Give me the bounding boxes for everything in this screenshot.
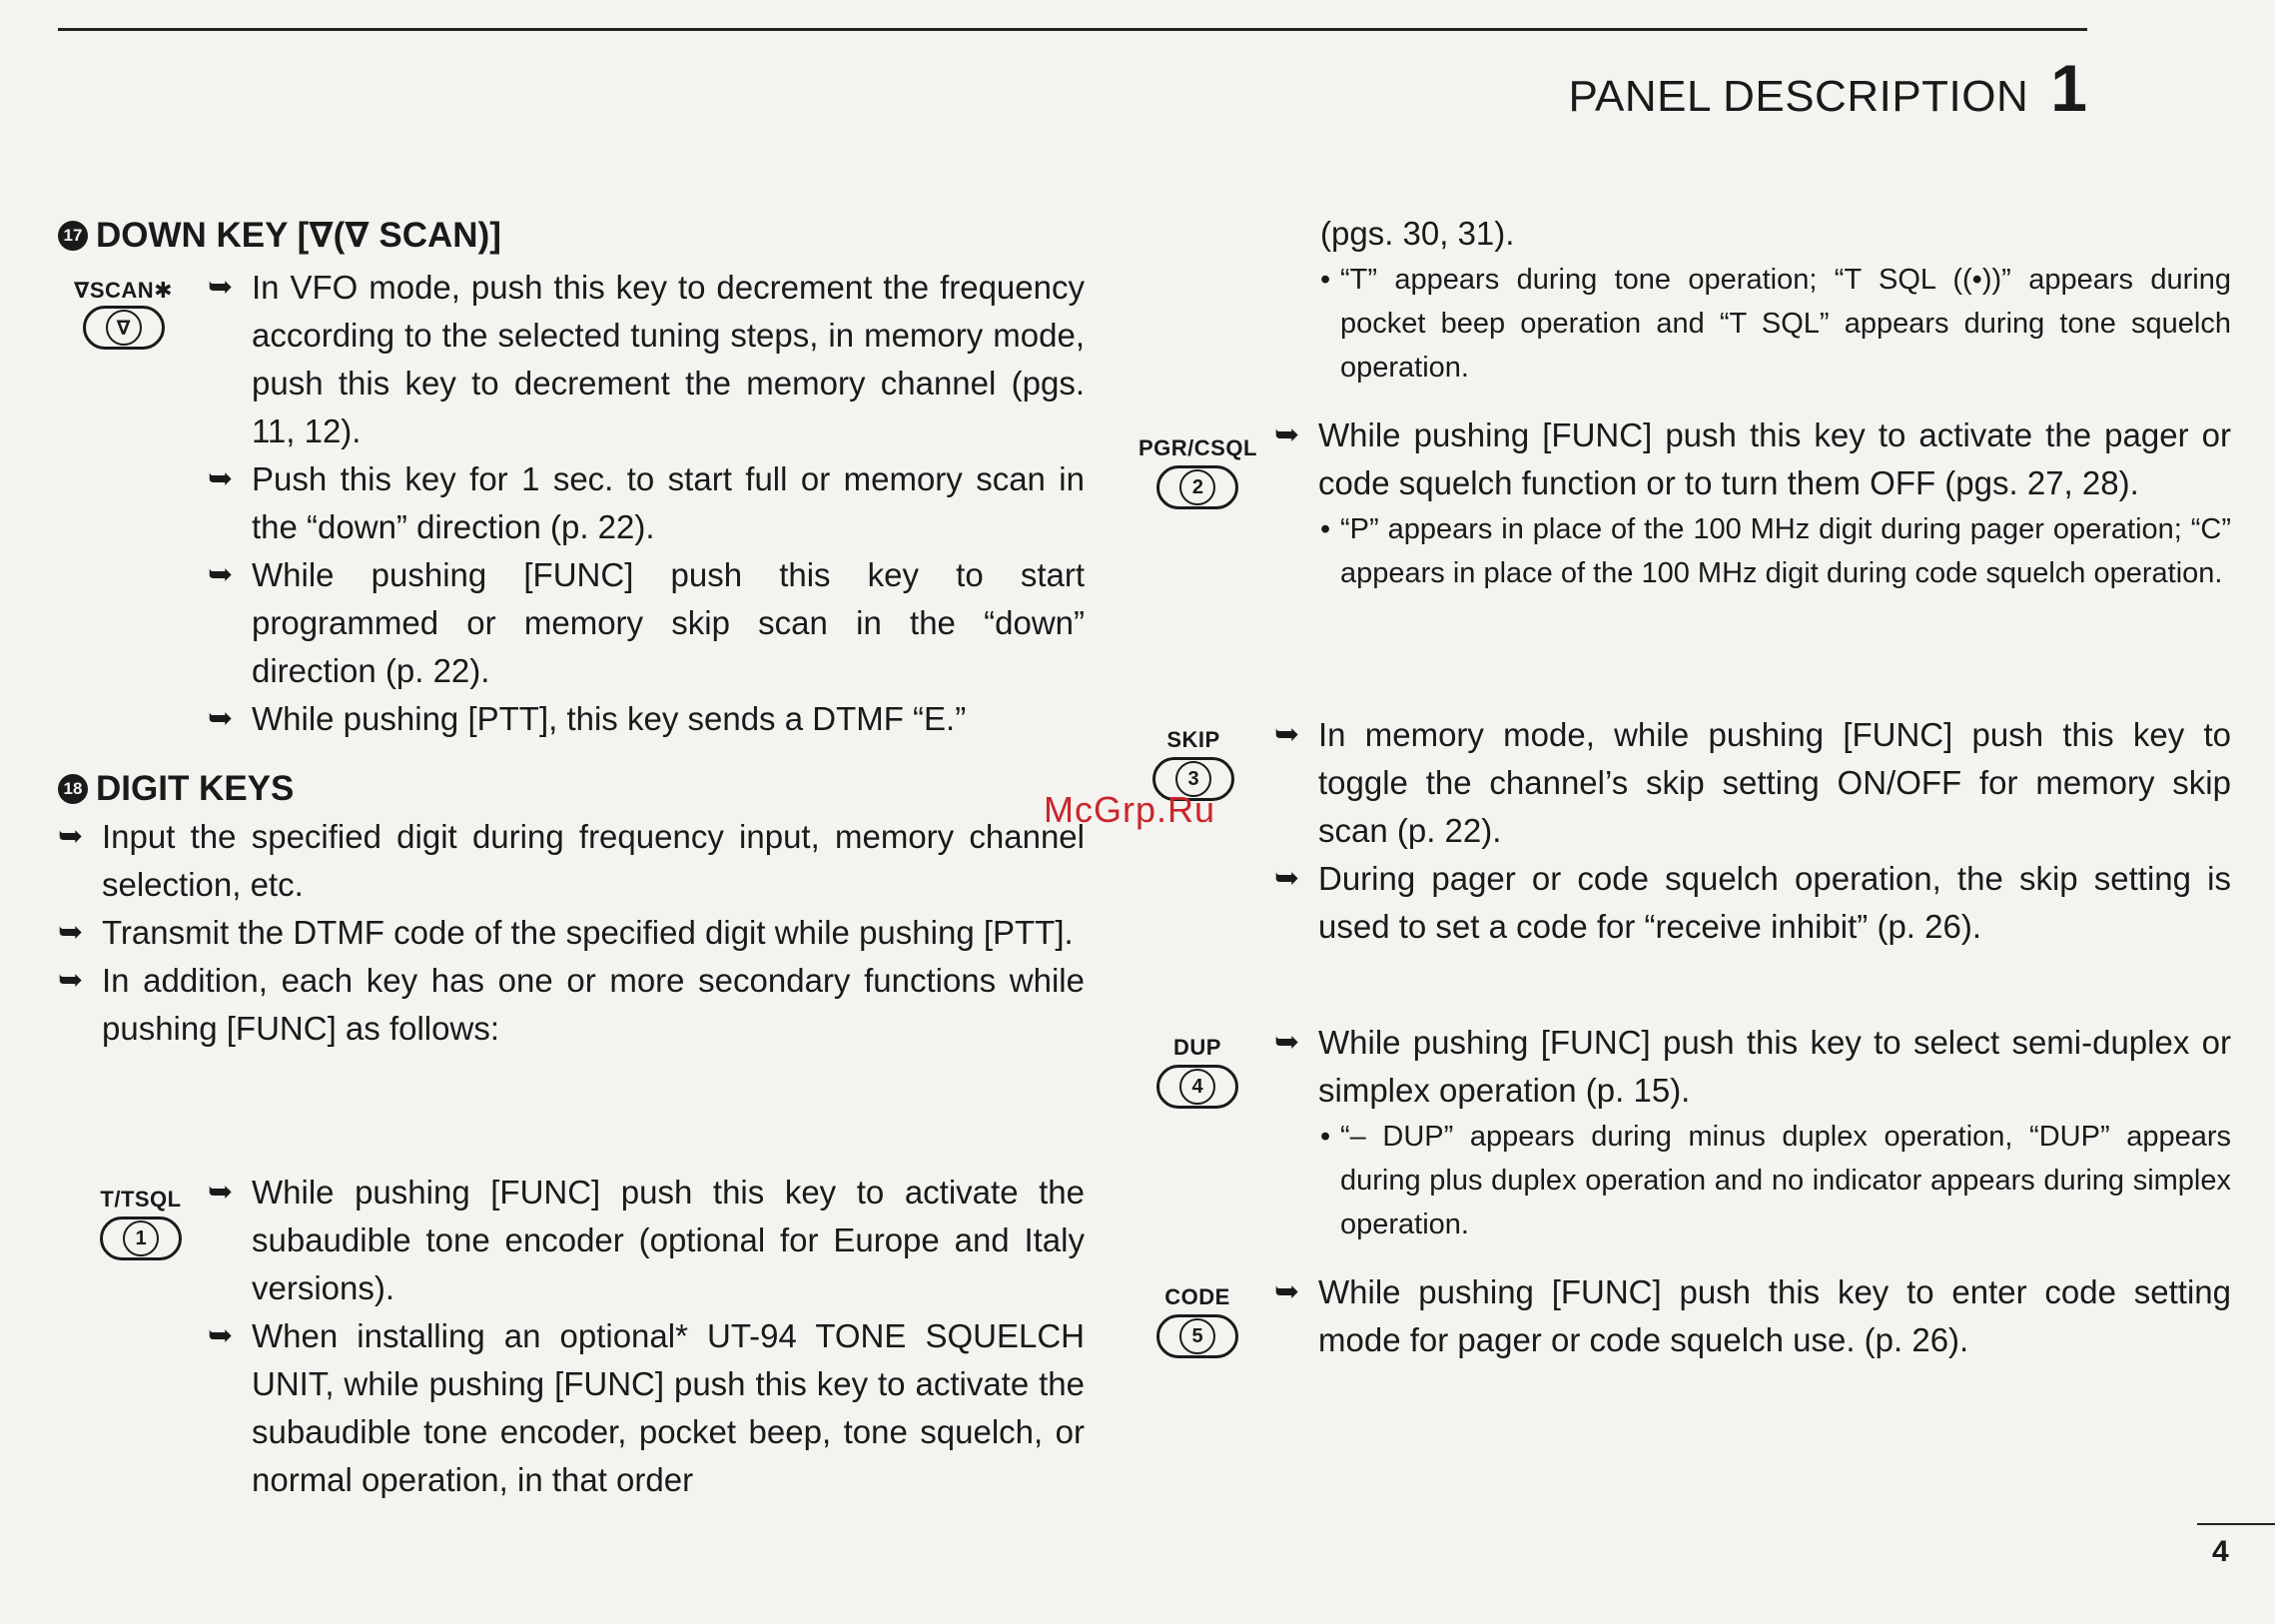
key-2 xyxy=(1138,435,1257,509)
bullet-item: • “P” appears in place of the 100 MHz digit during pager operation; “C” appears in place of the 100 MHz digit during code squelch operation. xyxy=(1320,507,2231,595)
down-scan-key-label: ∇SCAN✱ xyxy=(74,278,174,303)
list-item: ➥ In addition, each key has one or more secondary functions while pushing [FUNC] as follows: xyxy=(58,957,1085,1053)
page-title: PANEL DESCRIPTION xyxy=(1568,72,2029,121)
digit-4-icon: 4 xyxy=(1179,1069,1215,1105)
bullet-icon: • xyxy=(1320,513,1331,545)
digit-3-icon: 3 xyxy=(1175,761,1211,797)
page-number-rule xyxy=(2197,1523,2275,1525)
list-item: ➥ While pushing [PTT], this key sends a DTMF “E.” xyxy=(208,695,1085,743)
down-triangle-icon: ∇ xyxy=(106,310,142,346)
digit-2-icon: 2 xyxy=(1179,469,1215,505)
digit-5-icon: 5 xyxy=(1179,1318,1215,1354)
section-18-number-icon: 18 xyxy=(58,774,88,804)
list-item: ➥ Push this key for 1 sec. to start full or memory scan in the “down” direction (p. 22). xyxy=(208,455,1085,551)
list-item: ➥ While pushing [FUNC] push this key to activate the pager or code squelch function or to turn them OFF (pgs. 27, 28). xyxy=(1274,411,2231,507)
key-5 xyxy=(1156,1284,1238,1358)
chapter-number: 1 xyxy=(2050,51,2087,125)
key-1-continuation xyxy=(1320,210,2231,390)
key-2-label: PGR/CSQL xyxy=(1138,435,1257,460)
bullet-item: • “T” appears during tone operation; “T SQL ((•))” appears during pocket beep operation and “T SQL” appears during tone squelch operation. xyxy=(1320,258,2231,390)
key-1-button-icon xyxy=(100,1217,182,1260)
list-item: ➥ While pushing [FUNC] push this key to enter code setting mode for pager or code squelch use. (p. 26). xyxy=(1274,1268,2231,1364)
arrow-icon: ➥ xyxy=(1274,418,1300,451)
section-18-list xyxy=(58,813,1085,1053)
section-18-heading: DIGIT KEYS xyxy=(96,769,295,808)
digit-1-icon: 1 xyxy=(123,1220,159,1256)
bullet-icon: • xyxy=(1320,264,1331,296)
down-scan-key xyxy=(74,278,173,350)
arrow-icon: ➥ xyxy=(208,271,234,304)
arrow-icon: ➥ xyxy=(208,702,234,735)
list-item: ➥ While pushing [FUNC] push this key to select semi-duplex or simplex operation (p. 15). xyxy=(1274,1019,2231,1115)
section-18-title xyxy=(58,769,294,809)
key-1-label: T/TSQL xyxy=(100,1187,182,1212)
key-5-list xyxy=(1274,1268,2231,1364)
arrow-icon: ➥ xyxy=(208,462,234,495)
list-item: ➥ In VFO mode, push this key to decrement the frequency according to the selected tuning steps, in memory mode, push this key to decrement the memory channel (pgs. 11, 12). xyxy=(208,264,1085,455)
section-17-heading: DOWN KEY [∇(∇ SCAN)] xyxy=(96,216,501,255)
top-rule xyxy=(58,28,2087,31)
section-17-title xyxy=(58,216,501,256)
down-key-button-icon xyxy=(83,306,165,350)
bullet-icon: • xyxy=(1320,1121,1331,1153)
key-1-list xyxy=(208,1169,1085,1504)
arrow-icon: ➥ xyxy=(58,964,84,997)
key-1 xyxy=(100,1187,182,1260)
page-number: 4 xyxy=(2212,1535,2229,1568)
key-4-button-icon xyxy=(1156,1065,1238,1109)
key-3-label: SKIP xyxy=(1166,727,1220,752)
list-item: ➥ Transmit the DTMF code of the specified digit while pushing [PTT]. xyxy=(58,909,1085,957)
arrow-icon: ➥ xyxy=(1274,1026,1300,1059)
watermark: McGrp.Ru xyxy=(1044,789,1216,830)
list-item: ➥ During pager or code squelch operation, the skip setting is used to set a code for “receive inhibit” (p. 26). xyxy=(1274,855,2231,951)
list-item: ➥ When installing an optional* UT-94 TONE SQUELCH UNIT, while pushing [FUNC] push this key to activate the subaudible tone encoder, pocket beep, tone squelch, or normal operation, in that order xyxy=(208,1312,1085,1504)
list-item: ➥ Input the specified digit during frequency input, memory channel selection, etc. xyxy=(58,813,1085,909)
page-header xyxy=(1568,50,2087,126)
list-item: ➥ While pushing [FUNC] push this key to start programmed or memory skip scan in the “down” direction (p. 22). xyxy=(208,551,1085,695)
key-4-list xyxy=(1274,1019,2231,1246)
arrow-icon: ➥ xyxy=(1274,1275,1300,1308)
key-1-page-ref: (pgs. 30, 31). xyxy=(1320,215,1515,252)
key-5-label: CODE xyxy=(1164,1284,1230,1309)
key-4-label: DUP xyxy=(1173,1035,1221,1060)
list-item: ➥ While pushing [FUNC] push this key to activate the subaudible tone encoder (optional for Europe and Italy versions). xyxy=(208,1169,1085,1312)
key-3-list xyxy=(1274,711,2231,951)
key-2-list xyxy=(1274,411,2231,595)
key-2-button-icon xyxy=(1156,465,1238,509)
arrow-icon: ➥ xyxy=(1274,862,1300,895)
section-17-number-icon: 17 xyxy=(58,221,88,251)
section-17-list xyxy=(208,264,1085,743)
arrow-icon: ➥ xyxy=(208,558,234,591)
arrow-icon: ➥ xyxy=(1274,718,1300,751)
arrow-icon: ➥ xyxy=(58,820,84,853)
arrow-icon: ➥ xyxy=(58,916,84,949)
bullet-item: • “– DUP” appears during minus duplex operation, “DUP” appears during plus duplex operation and no indicator appears during simplex operation. xyxy=(1320,1115,2231,1246)
arrow-icon: ➥ xyxy=(208,1319,234,1352)
arrow-icon: ➥ xyxy=(208,1176,234,1209)
key-5-button-icon xyxy=(1156,1314,1238,1358)
key-4 xyxy=(1156,1035,1238,1109)
list-item: ➥ In memory mode, while pushing [FUNC] push this key to toggle the channel’s skip setting ON/OFF for memory skip scan (p. 22). xyxy=(1274,711,2231,855)
